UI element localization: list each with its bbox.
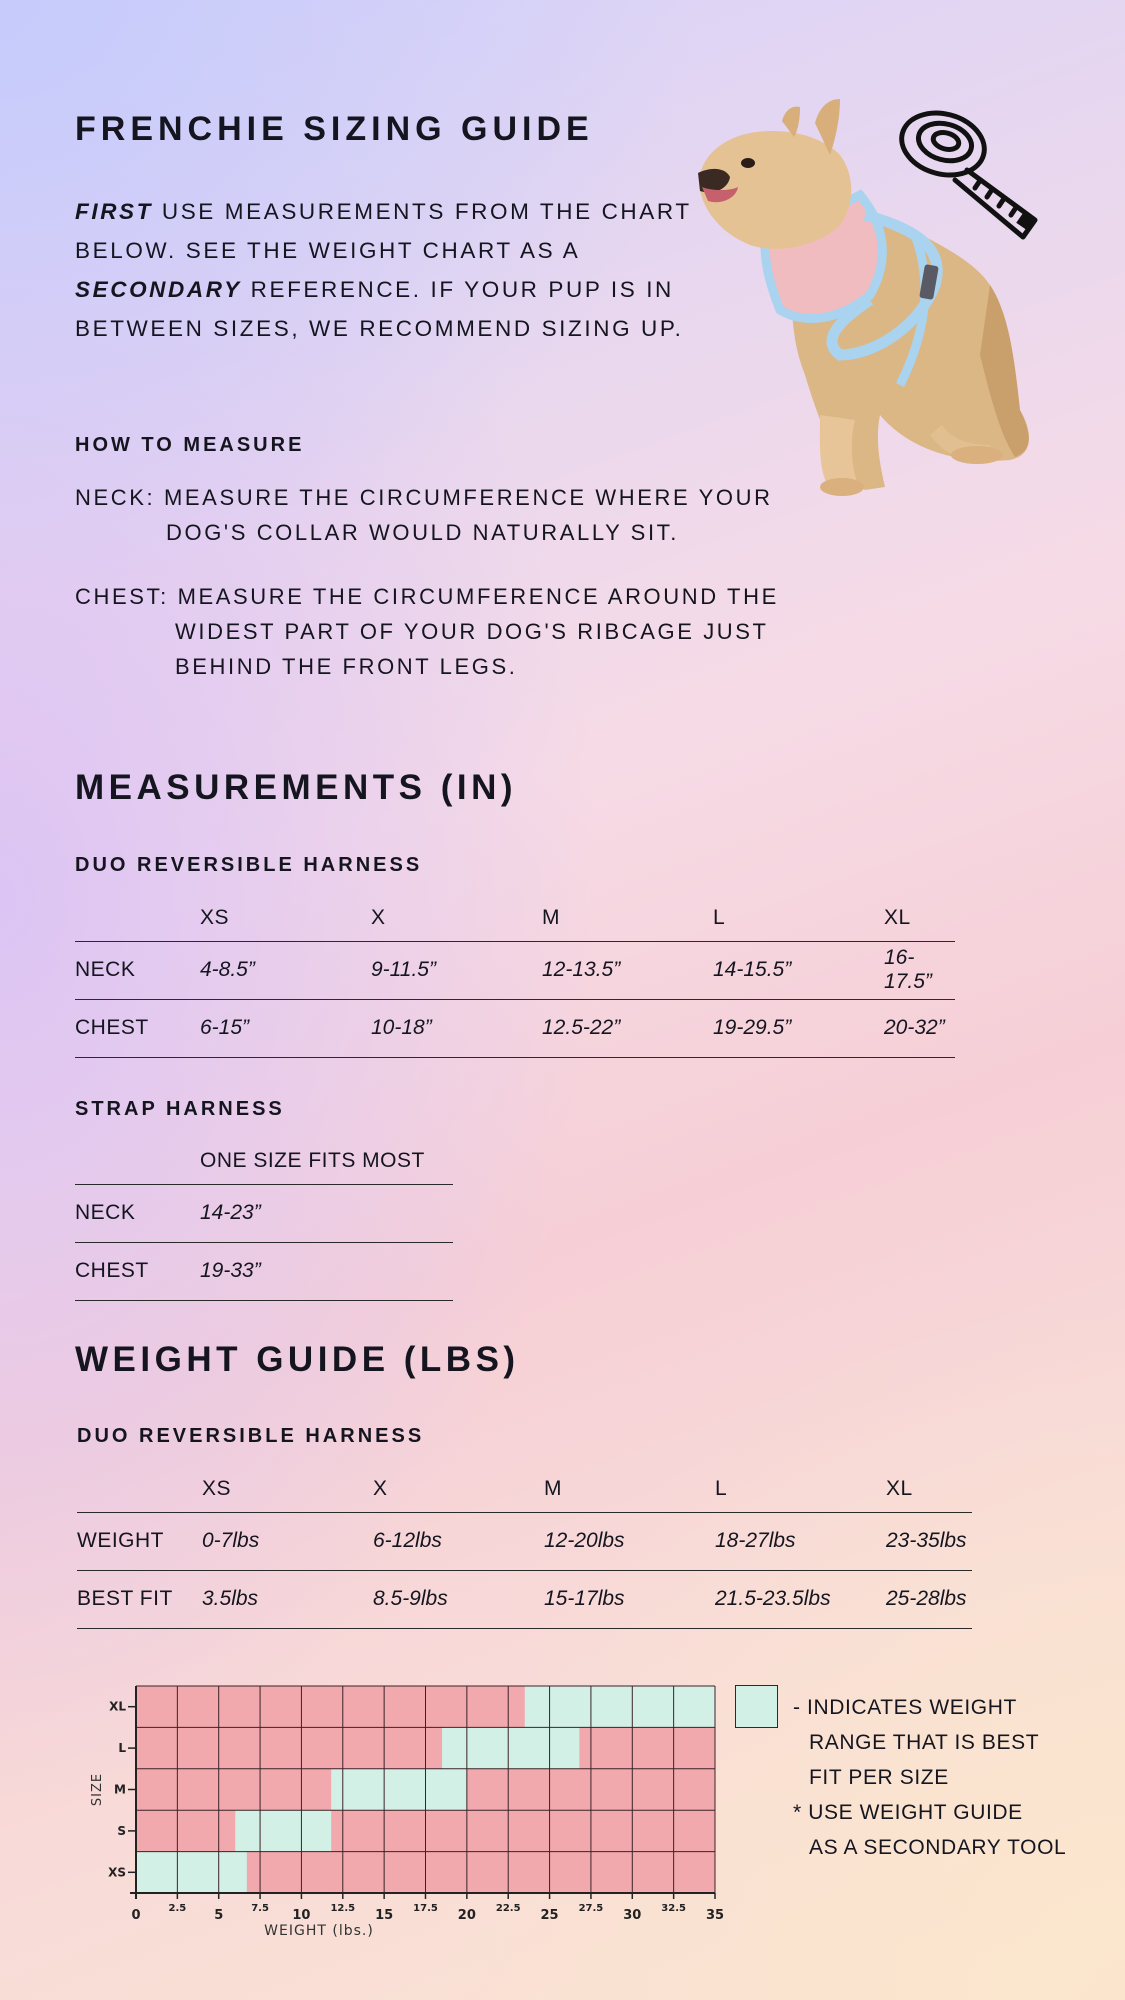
intro-text	[75, 192, 715, 348]
neck-text-1: MEASURE THE CIRCUMFERENCE WHERE YOUR	[163, 485, 773, 510]
y-tick-label: M	[114, 1782, 126, 1797]
size-m: M	[544, 1466, 715, 1512]
table-row	[77, 1570, 972, 1628]
intro-emphasis-first: FIRST	[75, 199, 153, 224]
y-tick-label: XL	[109, 1699, 126, 1714]
y-tick-label: XS	[108, 1865, 126, 1880]
weight-m: 12-20lbs	[544, 1512, 715, 1570]
row-label-chest: CHEST	[75, 999, 200, 1057]
neck-x: 9-11.5”	[371, 941, 542, 999]
neck-xl: 16-17.5”	[884, 941, 955, 999]
range-bar-m	[331, 1769, 467, 1810]
bestfit-l: 21.5-23.5lbs	[715, 1570, 886, 1628]
table-row	[75, 1242, 453, 1300]
chest-term: CHEST:	[75, 584, 169, 609]
x-tick-label: 2.5	[168, 1903, 187, 1914]
bestfit-x: 8.5-9lbs	[373, 1570, 544, 1628]
legend-line-1: - INDICATES WEIGHT	[793, 1696, 1017, 1719]
y-tick-label: S	[117, 1823, 126, 1838]
table-header-row	[75, 1138, 453, 1184]
intro-emphasis-secondary: SECONDARY	[75, 277, 242, 302]
row-label-weight: WEIGHT	[77, 1512, 202, 1570]
chest-l: 19-29.5”	[713, 999, 884, 1057]
chest-text-1: MEASURE THE CIRCUMFERENCE AROUND THE	[177, 584, 779, 609]
size-x: X	[371, 895, 542, 941]
row-label-neck: NECK	[75, 1184, 200, 1242]
measuring-tape-icon	[895, 102, 1050, 242]
chest-text-2: WIDEST PART OF YOUR DOG'S RIBCAGE JUST	[175, 619, 769, 644]
strap-chest: 19-33”	[200, 1242, 453, 1300]
chest-x: 10-18”	[371, 999, 542, 1057]
row-label-neck: NECK	[75, 941, 200, 999]
x-tick-label: 20	[457, 1908, 476, 1923]
table-row	[75, 941, 955, 999]
range-bar-xl	[525, 1686, 715, 1727]
intro-text-2: REFERENCE. IF YOUR PUP IS IN BETWEEN SIZES, WE RECOMMEND SIZING UP.	[75, 277, 684, 341]
legend-swatch	[735, 1685, 778, 1728]
chest-m: 12.5-22”	[542, 999, 713, 1057]
x-tick-label: 0	[131, 1908, 141, 1923]
bestfit-xl: 25-28lbs	[886, 1570, 972, 1628]
weight-guide-heading: WEIGHT GUIDE (LBS)	[75, 1340, 520, 1379]
table-row	[75, 1184, 453, 1242]
intro-text-1: USE MEASUREMENTS FROM THE CHART BELOW. SEE THE WEIGHT CHART AS A	[75, 199, 692, 263]
table-row	[77, 1512, 972, 1570]
duo-weight-table	[77, 1466, 972, 1629]
x-tick-label: 22.5	[495, 1903, 521, 1914]
weight-range-chart	[85, 1670, 735, 1945]
legend-line-4: * USE WEIGHT GUIDE	[793, 1801, 1023, 1824]
strap-harness-heading: STRAP HARNESS	[75, 1098, 285, 1120]
x-tick-label: 35	[705, 1908, 725, 1923]
weight-l: 18-27lbs	[715, 1512, 886, 1570]
page-title: FRENCHIE SIZING GUIDE	[75, 110, 594, 148]
size-m: M	[542, 895, 713, 941]
legend-line-5: AS A SECONDARY TOOL	[809, 1836, 1067, 1859]
chest-xs: 6-15”	[200, 999, 371, 1057]
row-label-chest: CHEST	[75, 1242, 200, 1300]
chest-definition	[75, 579, 835, 684]
size-xs: XS	[200, 895, 371, 941]
range-bar-xs	[136, 1852, 247, 1893]
table-header-row	[75, 895, 955, 941]
x-tick-label: 27.5	[578, 1903, 604, 1914]
x-tick-label: 25	[540, 1908, 559, 1923]
neck-text-2: DOG'S COLLAR WOULD NATURALLY SIT.	[166, 520, 679, 545]
x-tick-label: 5	[214, 1908, 224, 1923]
weight-xl: 23-35lbs	[886, 1512, 972, 1570]
x-tick-label: 7.5	[251, 1903, 269, 1914]
duo-measurements-heading: DUO REVERSIBLE HARNESS	[75, 854, 423, 876]
x-tick-label: 15	[375, 1908, 394, 1923]
how-to-measure-heading: HOW TO MEASURE	[75, 434, 305, 456]
chest-text-3: BEHIND THE FRONT LEGS.	[175, 654, 518, 679]
neck-term: NECK:	[75, 485, 156, 510]
strap-neck: 14-23”	[200, 1184, 453, 1242]
x-tick-label: 32.5	[661, 1903, 686, 1914]
legend-line-2: RANGE THAT IS BEST	[809, 1731, 1040, 1754]
size-xs: XS	[202, 1466, 373, 1512]
y-axis-label: SIZE	[90, 1772, 105, 1807]
neck-xs: 4-8.5”	[200, 941, 371, 999]
weight-xs: 0-7lbs	[202, 1512, 373, 1570]
size-xl: XL	[884, 895, 955, 941]
x-tick-label: 12.5	[330, 1903, 356, 1914]
bestfit-m: 15-17lbs	[544, 1570, 715, 1628]
neck-m: 12-13.5”	[542, 941, 713, 999]
size-l: L	[713, 895, 884, 941]
neck-l: 14-15.5”	[713, 941, 884, 999]
size-l: L	[715, 1466, 886, 1512]
table-header-row	[77, 1466, 972, 1512]
row-label-best-fit: BEST FIT	[77, 1570, 202, 1628]
x-tick-label: 10	[292, 1908, 311, 1923]
legend-line-3: FIT PER SIZE	[809, 1766, 949, 1789]
range-bar-s	[235, 1810, 331, 1851]
legend-text	[793, 1690, 1066, 1865]
duo-measurements-table	[75, 895, 955, 1058]
neck-definition	[75, 480, 815, 550]
strap-measurements-table	[75, 1138, 453, 1301]
weight-x: 6-12lbs	[373, 1512, 544, 1570]
size-x: X	[373, 1466, 544, 1512]
bestfit-xs: 3.5lbs	[202, 1570, 373, 1628]
measurements-heading: MEASUREMENTS (IN)	[75, 768, 518, 807]
table-row	[75, 999, 955, 1057]
size-one-size: ONE SIZE FITS MOST	[200, 1138, 453, 1184]
size-xl: XL	[886, 1466, 972, 1512]
chest-xl: 20-32”	[884, 999, 955, 1057]
duo-weight-heading: DUO REVERSIBLE HARNESS	[77, 1425, 425, 1447]
x-tick-label: 30	[623, 1908, 642, 1923]
x-axis-label: WEIGHT (lbs.)	[264, 1923, 374, 1939]
y-tick-label: L	[118, 1741, 126, 1756]
x-tick-label: 17.5	[413, 1903, 438, 1914]
range-bar-l	[442, 1727, 579, 1768]
